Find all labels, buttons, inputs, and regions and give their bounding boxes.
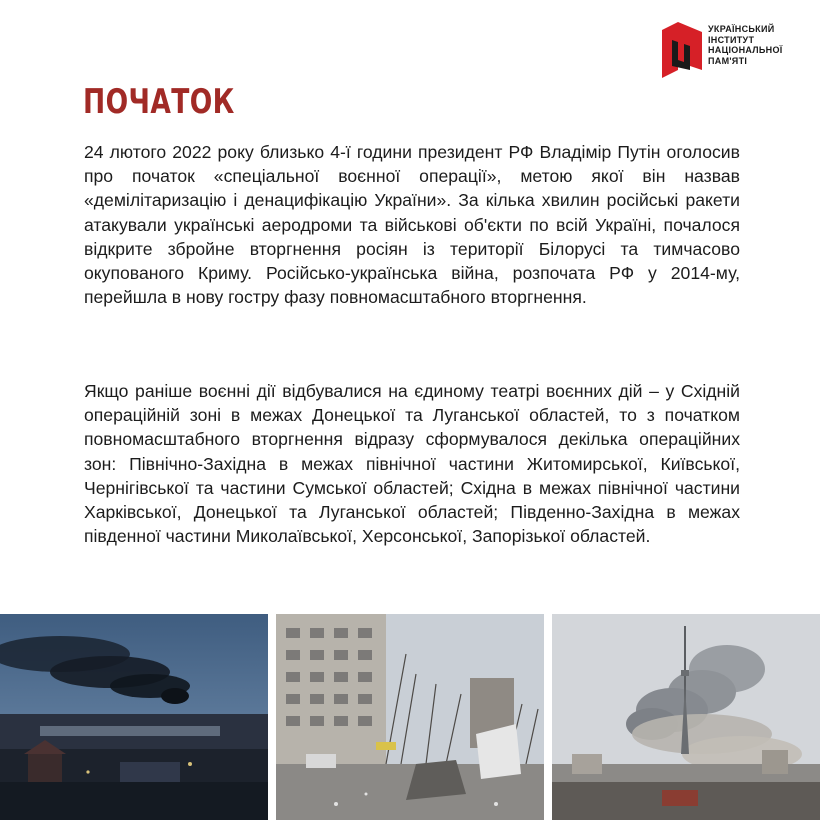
photo-damaged-street [276,614,544,820]
logo-line-4: ПАМ'ЯТІ [708,55,748,66]
institute-name [708,24,783,66]
institute-logo [662,22,783,78]
logo-line-3: НАЦІОНАЛЬНОЇ [708,45,783,55]
logo-line-1: УКРАЇНСЬКИЙ [708,24,775,34]
paragraph-1: 24 лютого 2022 року близько 4-ї години президент РФ Владімір Путін оголосив про початок «спеціальної воєнної операції», метою якої він назвав «демілітаризацію і денацифікацію України». За кілька хвилин російські ракети атакували українські аеродроми та військові об'єкти по всій Україні, почалося відкрите збройне вторгнення росіян із території Білорусі та тимчасово окупованого Криму. Російсько-українська війна, розпочата РФ у 2014-му, перейшла в нову гостру фазу повномасштабного вторгнення. [84,142,740,308]
photo-night-smoke [0,614,268,820]
page-title: ПОЧАТОК [83,82,235,122]
logo-line-2: ІНСТИТУТ [708,34,755,45]
paragraph-2: Якщо раніше воєнні дії відбувалися на єдиному театрі воєнних дій – у Східній операційній зоні в межах Донецької та Луганської областей, то з початком повномасштабного вторгнення відразу сформувалося декілька операційних зон: Північно-Західна в межах північної частини Житомирської, Київської, Чернігівської та частини Сумської областей; Східна в межах північної частини Харківської, Донецької та Луганської областей; Південно-Західна в межах південної частини Миколаївської, Херсонської, Запорізької областей. [84,381,740,547]
photo-tv-tower-smoke [552,614,820,820]
institute-logo-icon [662,22,702,78]
